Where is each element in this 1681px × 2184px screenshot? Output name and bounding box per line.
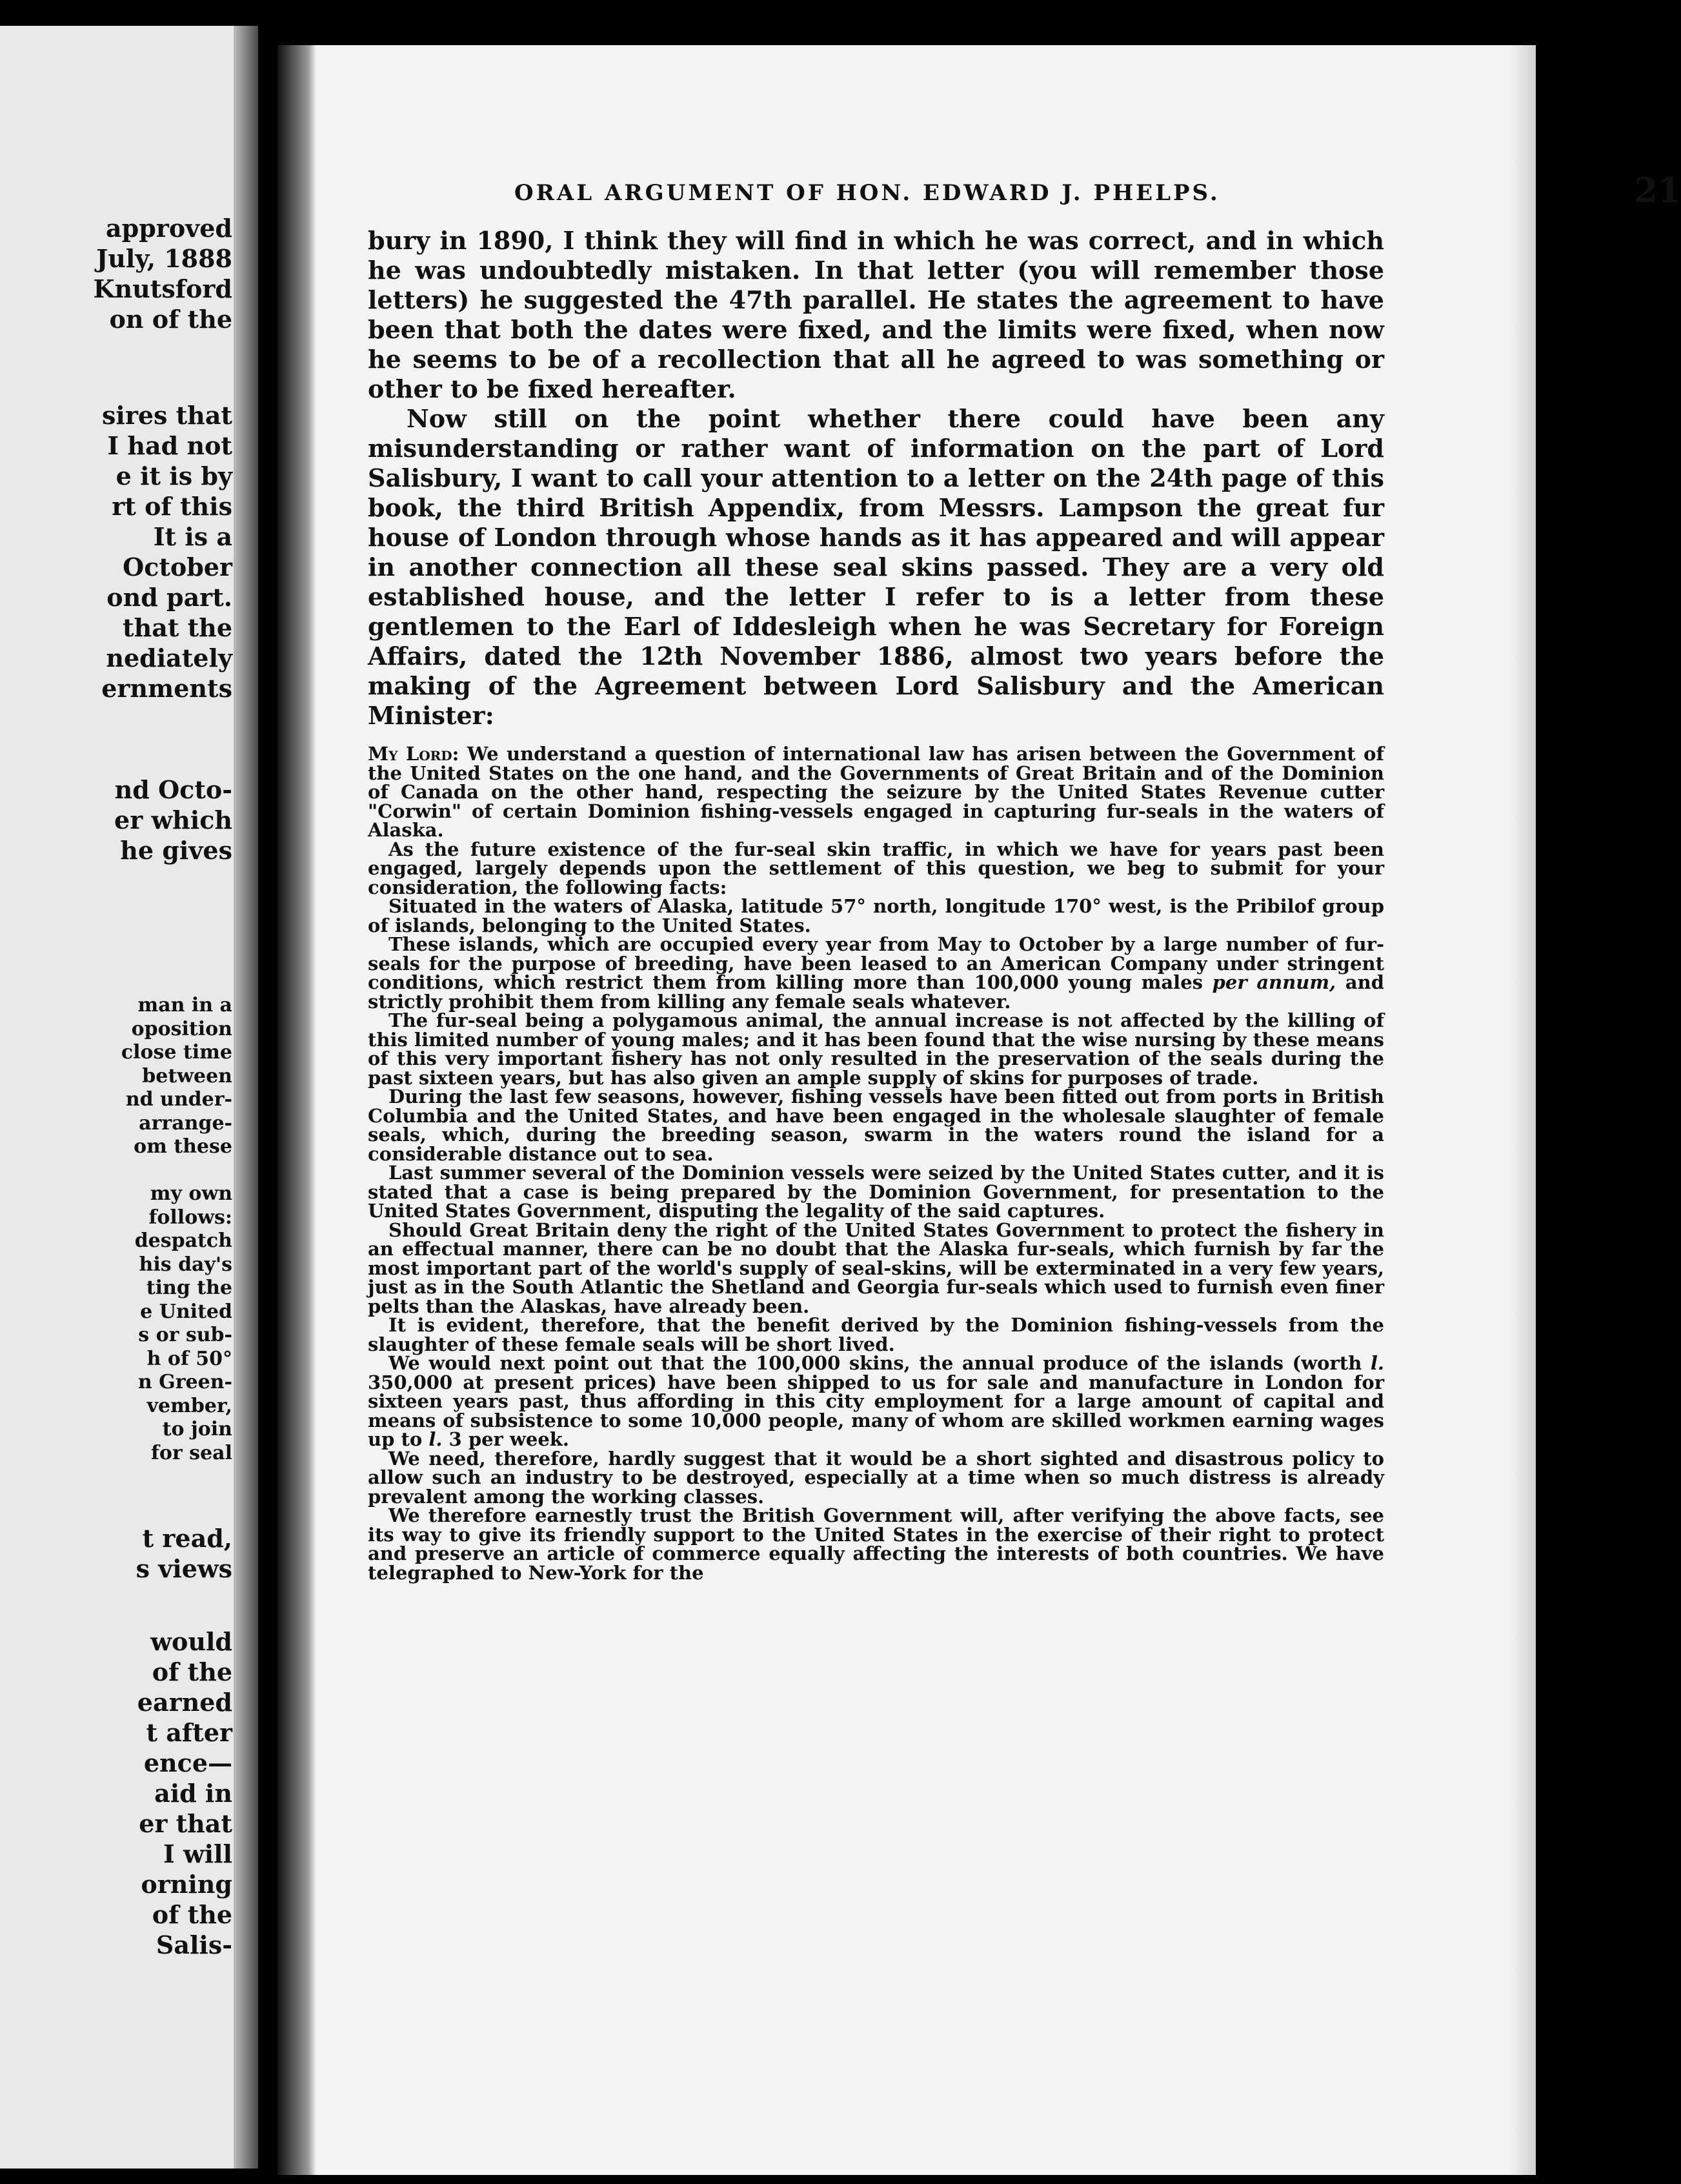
left-line: to join <box>162 1418 232 1441</box>
quoted-letter <box>368 745 1384 1582</box>
left-block-3 <box>0 774 232 865</box>
quote-paragraph: Situated in the waters of Alaska, latitude 57° north, longitude 170° west, is the Pribilof group of islands, belonging to the United States. <box>368 895 1384 936</box>
left-line: ting the <box>146 1277 232 1299</box>
left-line: orning <box>141 1870 232 1899</box>
left-line: nd Octo- <box>114 775 232 804</box>
left-line: nd under- <box>125 1088 232 1111</box>
left-line: h of 50° <box>146 1347 232 1370</box>
left-line: despatch <box>134 1229 232 1252</box>
left-block-1 <box>0 213 232 334</box>
left-line: I will <box>163 1839 232 1868</box>
left-line: er which <box>114 805 232 834</box>
left-block-4 <box>0 994 232 1465</box>
left-line: om these <box>134 1135 232 1158</box>
quote-paragraph: We therefore earnestly trust the British Government will, after verifying the above facts, see its way to give its friendly support to the United States in the exercise of their right to protect and preserve an article of commerce equally affecting the interests of both countries. We have telegraphed to New-York for the <box>368 1504 1384 1584</box>
quote-italic: per annum, <box>1212 971 1336 993</box>
quote-text: We would next point out that the 100,000 skins, the annual produce of the islands (worth <box>388 1352 1362 1374</box>
quote-paragraph: During the last few seasons, however, fishing vessels have been fitted out from ports in British Columbia and the United States, and have been engaged in the wholesale slaughter of female seals, which, during the breeding season, swarm in the waters round the island for a considerable distance out to sea. <box>368 1086 1384 1165</box>
left-line: follows: <box>148 1206 232 1229</box>
left-line: ence— <box>143 1748 232 1777</box>
quote-paragraph: Last summer several of the Dominion vessels were seized by the United States cutter, and it is stated that a case is being prepared by the Dominion Government, for presentation to the United States Government, disputing the legality of the said captures. <box>368 1162 1384 1222</box>
left-line: e United <box>140 1300 232 1323</box>
left-line: aid in <box>154 1779 232 1808</box>
left-line: nediately <box>106 643 232 672</box>
left-line: t read, <box>142 1524 232 1553</box>
left-line: man in a <box>137 994 232 1016</box>
left-line: earned <box>137 1688 232 1717</box>
left-line: he gives <box>120 836 232 865</box>
left-line: between <box>142 1064 232 1087</box>
left-line: oposition <box>131 1017 232 1040</box>
quote-paragraph <box>368 935 1384 1011</box>
left-line: of the <box>152 1657 232 1686</box>
quote-paragraph: We need, therefore, hardly suggest that it would be a short sighted and disastrous policy to allow such an industry to be destroyed, especially at a time when so much distress is already prevalent among the working classes. <box>368 1447 1384 1508</box>
quote-paragraph: It is evident, therefore, that the benefit derived by the Dominion fishing-vessels from the slaughter of these female seals will be short lived. <box>368 1314 1384 1355</box>
left-line <box>0 1159 232 1183</box>
left-line: t after <box>146 1718 232 1747</box>
left-line: July, 1888 <box>96 244 232 273</box>
paragraph: bury in 1890, I think they will find in which he was correct, and in which he was undoubtedly mistaken. In that letter (you will remember those letters) he suggested the 47th parallel. He states the agreement to have been that both the dates were fixed, and the limits were fixed, when now he seems to be of a recollection that all he agreed to was something or other to be fixed hereafter. <box>368 226 1384 403</box>
page-header <box>514 171 1681 210</box>
left-line: sires that <box>101 401 232 430</box>
left-page-fragment <box>0 26 258 2169</box>
left-line: October <box>123 552 232 581</box>
quote-italic: l. <box>1370 1352 1384 1374</box>
quote-text: These islands, which are occupied every year from May to October by a large number of fur-seals for the purpose of breeding, have been leased to an American Company under stringent conditions, which restrict them from killing more than 100,000 young males <box>368 933 1384 993</box>
left-line: n Green- <box>137 1371 232 1393</box>
quote-text: 350,000 at present prices) have been shipped to us for sale and manufacture in London for sixteen years past, thus affording in this city employment for a large amount of capital and means of subsistence to some 10,000 people, many of whom are skilled workmen earning wages up to <box>368 1371 1384 1450</box>
left-line: for seal <box>151 1441 232 1464</box>
left-line: It is a <box>153 522 232 551</box>
left-line: that the <box>123 613 232 642</box>
left-line: er that <box>139 1809 232 1838</box>
page-shadow <box>277 45 316 2175</box>
page-number: 21 <box>1634 171 1681 210</box>
left-line: would <box>150 1627 232 1656</box>
quote-paragraph: Should Great Britain deny the right of the United States Government to protect the fishery in an effectual manner, there can be no doubt that the Alaska fur-seals, which furnish by far the most important part of the world's supply of seal-skins, will be exterminated in a very few years, just as in the South Atlantic the Shetland and Georgia fur-seals which used to furnish even finer pelts than the Alaskas, have already been. <box>368 1218 1384 1317</box>
quote-paragraph <box>368 745 1384 840</box>
quote-italic: l. <box>428 1428 443 1450</box>
left-line: rt of this <box>112 492 232 521</box>
left-line: s views <box>136 1554 232 1583</box>
left-line: s or sub- <box>138 1324 232 1346</box>
quote-paragraph: As the future existence of the fur-seal skin traffic, in which we have for years past been engaged, largely depends upon the settlement of this question, we beg to submit for your consideration, the following facts: <box>368 838 1384 898</box>
salutation: My Lord: <box>368 743 459 765</box>
left-line: I had not <box>107 431 232 460</box>
left-line: e it is by <box>116 461 232 490</box>
left-line: ond part. <box>106 583 232 612</box>
left-line: Salis- <box>156 1930 232 1959</box>
left-line: vember, <box>146 1394 232 1417</box>
left-line: of the <box>152 1900 232 1929</box>
left-block-2 <box>0 400 232 703</box>
left-line: arrange- <box>139 1111 232 1135</box>
left-line: approved <box>106 214 232 243</box>
quote-paragraph: The fur-seal being a polygamous animal, the annual increase is not affected by the killing of this limited number of young males; and it has been found that the wise nursing by these means of this very important fishery has not only resulted in the preservation of the seals during the past sixteen years, but has also given an ample supply of skins for purposes of trade. <box>368 1009 1384 1089</box>
page-edge <box>1509 45 1536 2175</box>
quote-text: 3 per week. <box>448 1428 569 1450</box>
left-block-5 <box>0 1523 232 1584</box>
right-page <box>303 45 1681 2175</box>
quote-text: and strictly prohibit them from killing any female seals whatever. <box>368 971 1384 1013</box>
left-line: close time <box>121 1041 232 1064</box>
left-line: my own <box>150 1182 232 1205</box>
left-block-6 <box>0 1626 232 1960</box>
quote-paragraph <box>368 1354 1384 1450</box>
paragraph: Now still on the point whether there could have been any misunderstanding or rather want of information on the part of Lord Salisbury, I want to call your attention to a letter on the 24th page of this book, the third British Appendix, from Messrs. Lampson the great fur house of London through whose hands as it has appeared and will appear in another connection all these seal skins passed. They are a very old established house, and the letter I refer to is a letter from these gentlemen to the Earl of Iddesleigh when he was Secretary for Foreign Affairs, dated the 12th November 1886, almost two years before the making of the Agreement between Lord Salisbury and the American Minister: <box>368 404 1384 730</box>
left-line: his day's <box>139 1253 232 1276</box>
page-body <box>368 226 1384 1582</box>
book-gutter <box>234 26 258 2169</box>
left-line: Knutsford <box>93 274 232 303</box>
quote-text: We understand a question of international law has arisen between the Government of the United States on the one hand, and the Governments of Great Britain and of the Dominion of Canada on the other hand, respecting the seizure by the United States Revenue cutter "Corwin" of certain Dominion fishing-vessels engaged in capturing fur-seals in the waters of Alaska. <box>368 743 1384 841</box>
running-head: ORAL ARGUMENT OF HON. EDWARD J. PHELPS. <box>514 180 1220 206</box>
left-line: on of the <box>109 305 232 334</box>
left-line: ernments <box>101 674 232 703</box>
